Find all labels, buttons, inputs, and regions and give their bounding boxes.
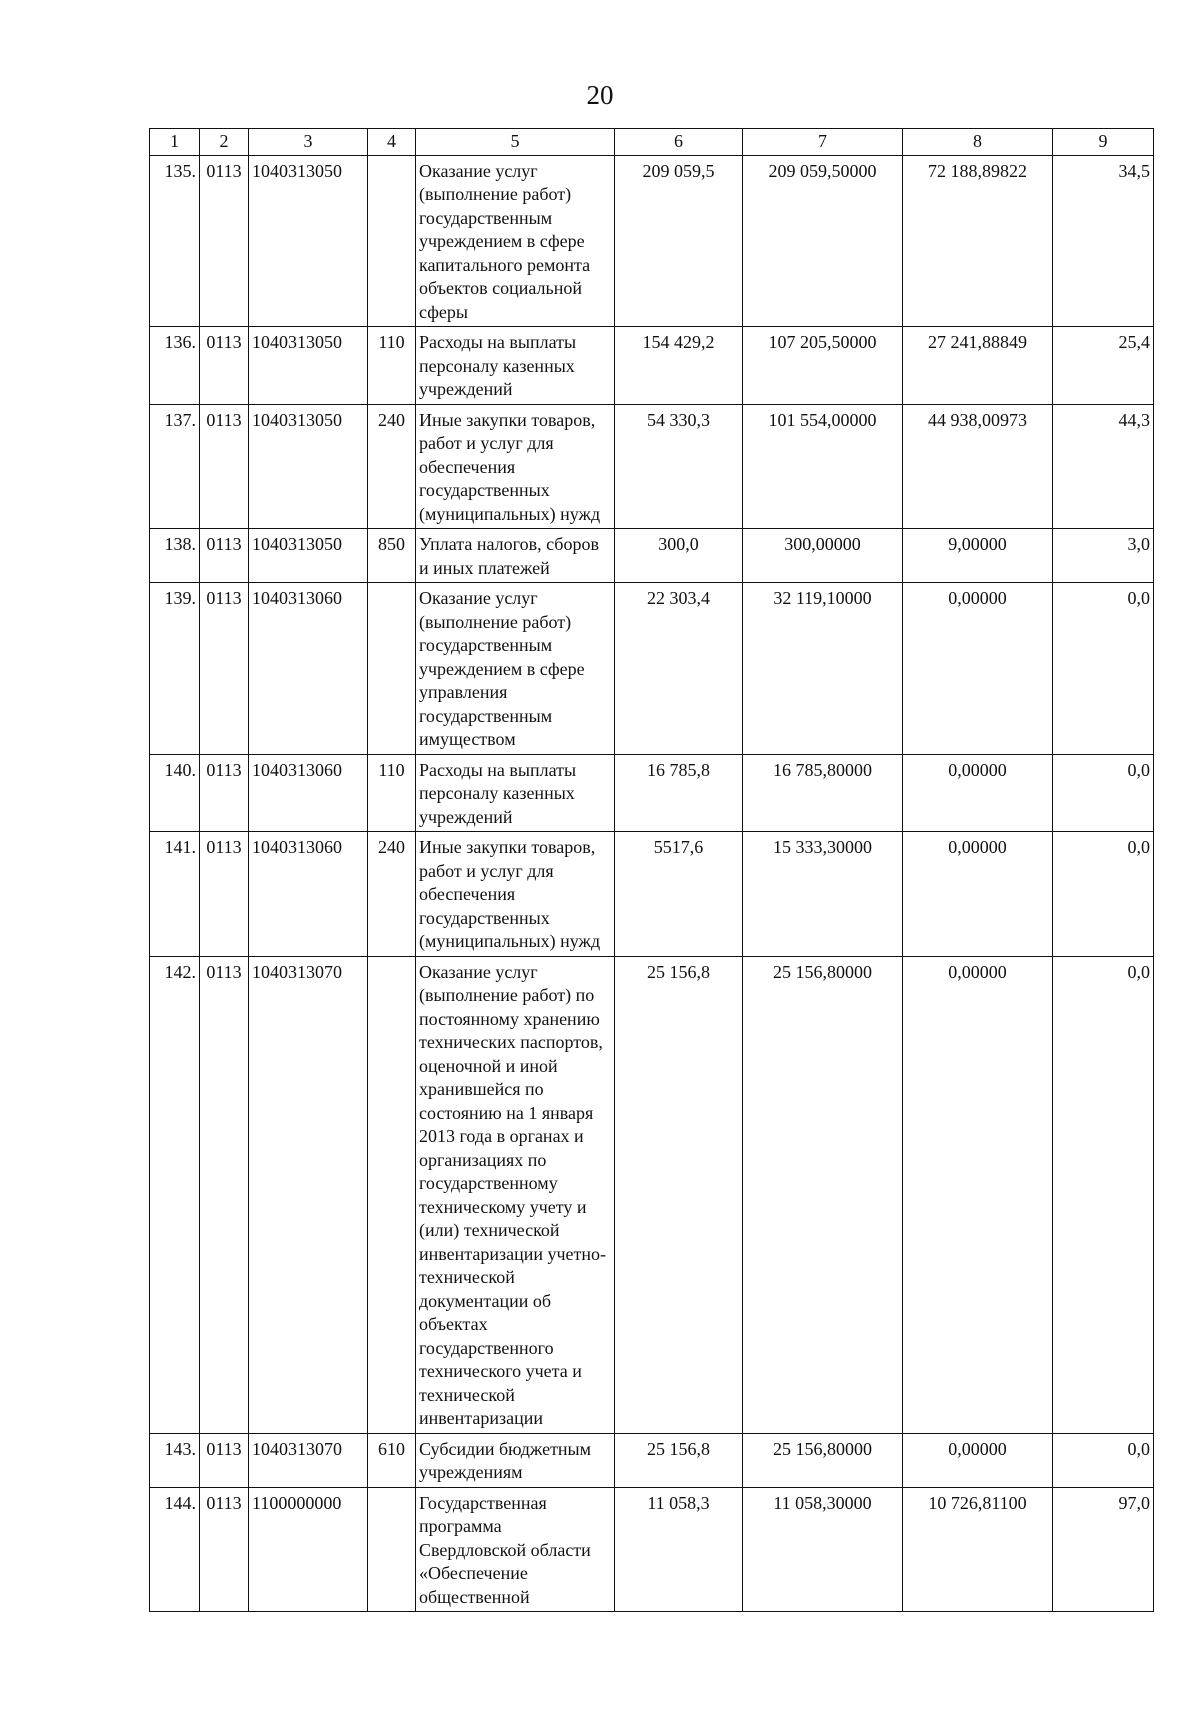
expense-type-cell: 850: [368, 529, 416, 583]
executed-amount-cell: 0,00000: [903, 956, 1053, 1433]
percent-cell: 0,0: [1053, 832, 1154, 957]
target-code-cell: 1040313050: [249, 404, 368, 529]
row-number-cell: 144.: [150, 1487, 200, 1612]
executed-amount-cell: 10 726,81100: [903, 1487, 1053, 1612]
expense-type-cell: [368, 1487, 416, 1612]
row-number-cell: 142.: [150, 956, 200, 1433]
approved-amount-cell: 25 156,8: [615, 956, 743, 1433]
section-code-cell: 0113: [200, 529, 249, 583]
plan-amount-cell: 15 333,30000: [743, 832, 903, 957]
row-number-cell: 136.: [150, 327, 200, 405]
column-header: 8: [903, 129, 1053, 156]
plan-amount-cell: 32 119,10000: [743, 583, 903, 755]
page-number: 20: [586, 80, 614, 110]
expense-type-cell: 240: [368, 832, 416, 957]
column-header: 3: [249, 129, 368, 156]
approved-amount-cell: 11 058,3: [615, 1487, 743, 1612]
approved-amount-cell: 54 330,3: [615, 404, 743, 529]
section-code-cell: 0113: [200, 754, 249, 832]
section-code-cell: 0113: [200, 155, 249, 327]
target-code-cell: 1040313070: [249, 1433, 368, 1487]
target-code-cell: 1100000000: [249, 1487, 368, 1612]
plan-amount-cell: 16 785,80000: [743, 754, 903, 832]
section-code-cell: 0113: [200, 832, 249, 957]
target-code-cell: 1040313070: [249, 956, 368, 1433]
percent-cell: 0,0: [1053, 583, 1154, 755]
approved-amount-cell: 5517,6: [615, 832, 743, 957]
plan-amount-cell: 107 205,50000: [743, 327, 903, 405]
approved-amount-cell: 16 785,8: [615, 754, 743, 832]
executed-amount-cell: 44 938,00973: [903, 404, 1053, 529]
row-number-cell: 140.: [150, 754, 200, 832]
table-row: [150, 327, 1154, 405]
table-row: [150, 832, 1154, 957]
plan-amount-cell: 25 156,80000: [743, 956, 903, 1433]
item-name-cell: Государственная программа Свердловской области «Обеспечение общественной: [416, 1487, 615, 1612]
column-header: 9: [1053, 129, 1154, 156]
executed-amount-cell: 27 241,88849: [903, 327, 1053, 405]
approved-amount-cell: 154 429,2: [615, 327, 743, 405]
item-name-cell: Иные закупки товаров, работ и услуг для обеспечения государственных (муниципальных) нужд: [416, 404, 615, 529]
item-name-cell: Расходы на выплаты персоналу казенных учреждений: [416, 754, 615, 832]
percent-cell: 0,0: [1053, 1433, 1154, 1487]
item-name-cell: Оказание услуг (выполнение работ) по постоянному хранению технических паспортов, оценочной и иной хранившейся по состоянию на 1 января 2013 года в органах и организациях по государственному техническому учету и (или) технической инвентаризации учетно-технической документации об объектах государственного технического учета и технической инвентаризации: [416, 956, 615, 1433]
plan-amount-cell: 300,00000: [743, 529, 903, 583]
budget-table: [149, 128, 1154, 1612]
target-code-cell: 1040313060: [249, 583, 368, 755]
approved-amount-cell: 22 303,4: [615, 583, 743, 755]
column-header: 2: [200, 129, 249, 156]
column-header: 1: [150, 129, 200, 156]
item-name-cell: Расходы на выплаты персоналу казенных учреждений: [416, 327, 615, 405]
row-number-cell: 141.: [150, 832, 200, 957]
plan-amount-cell: 209 059,50000: [743, 155, 903, 327]
item-name-cell: Иные закупки товаров, работ и услуг для обеспечения государственных (муниципальных) нужд: [416, 832, 615, 957]
plan-amount-cell: 25 156,80000: [743, 1433, 903, 1487]
target-code-cell: 1040313060: [249, 754, 368, 832]
percent-cell: 3,0: [1053, 529, 1154, 583]
percent-cell: 44,3: [1053, 404, 1154, 529]
percent-cell: 0,0: [1053, 754, 1154, 832]
executed-amount-cell: 0,00000: [903, 583, 1053, 755]
row-number-cell: 138.: [150, 529, 200, 583]
executed-amount-cell: 0,00000: [903, 1433, 1053, 1487]
column-header: 7: [743, 129, 903, 156]
column-header: 6: [615, 129, 743, 156]
executed-amount-cell: 0,00000: [903, 754, 1053, 832]
table-row: [150, 529, 1154, 583]
table-row: [150, 956, 1154, 1433]
row-number-cell: 143.: [150, 1433, 200, 1487]
target-code-cell: 1040313050: [249, 529, 368, 583]
expense-type-cell: 110: [368, 327, 416, 405]
row-number-cell: 137.: [150, 404, 200, 529]
approved-amount-cell: 300,0: [615, 529, 743, 583]
section-code-cell: 0113: [200, 1433, 249, 1487]
executed-amount-cell: 9,00000: [903, 529, 1053, 583]
table-row: [150, 1433, 1154, 1487]
item-name-cell: Уплата налогов, сборов и иных платежей: [416, 529, 615, 583]
target-code-cell: 1040313060: [249, 832, 368, 957]
section-code-cell: 0113: [200, 404, 249, 529]
row-number-cell: 135.: [150, 155, 200, 327]
table-row: [150, 1487, 1154, 1612]
table-row: [150, 155, 1154, 327]
target-code-cell: 1040313050: [249, 155, 368, 327]
table-header-row: [150, 129, 1154, 156]
expense-type-cell: [368, 956, 416, 1433]
plan-amount-cell: 101 554,00000: [743, 404, 903, 529]
percent-cell: 0,0: [1053, 956, 1154, 1433]
approved-amount-cell: 209 059,5: [615, 155, 743, 327]
table-row: [150, 754, 1154, 832]
percent-cell: 25,4: [1053, 327, 1154, 405]
section-code-cell: 0113: [200, 327, 249, 405]
item-name-cell: Субсидии бюджетным учреждениям: [416, 1433, 615, 1487]
executed-amount-cell: 0,00000: [903, 832, 1053, 957]
item-name-cell: Оказание услуг (выполнение работ) государственным учреждением в сфере капитального ремонта объектов социальной сферы: [416, 155, 615, 327]
executed-amount-cell: 72 188,89822: [903, 155, 1053, 327]
expense-type-cell: [368, 583, 416, 755]
expense-type-cell: 240: [368, 404, 416, 529]
section-code-cell: 0113: [200, 956, 249, 1433]
percent-cell: 97,0: [1053, 1487, 1154, 1612]
target-code-cell: 1040313050: [249, 327, 368, 405]
table-row: [150, 583, 1154, 755]
section-code-cell: 0113: [200, 583, 249, 755]
section-code-cell: 0113: [200, 1487, 249, 1612]
expense-type-cell: 110: [368, 754, 416, 832]
row-number-cell: 139.: [150, 583, 200, 755]
table-row: [150, 404, 1154, 529]
expense-type-cell: 610: [368, 1433, 416, 1487]
percent-cell: 34,5: [1053, 155, 1154, 327]
plan-amount-cell: 11 058,30000: [743, 1487, 903, 1612]
expense-type-cell: [368, 155, 416, 327]
column-header: 5: [416, 129, 615, 156]
column-header: 4: [368, 129, 416, 156]
item-name-cell: Оказание услуг (выполнение работ) государственным учреждением в сфере управления государственным имуществом: [416, 583, 615, 755]
approved-amount-cell: 25 156,8: [615, 1433, 743, 1487]
